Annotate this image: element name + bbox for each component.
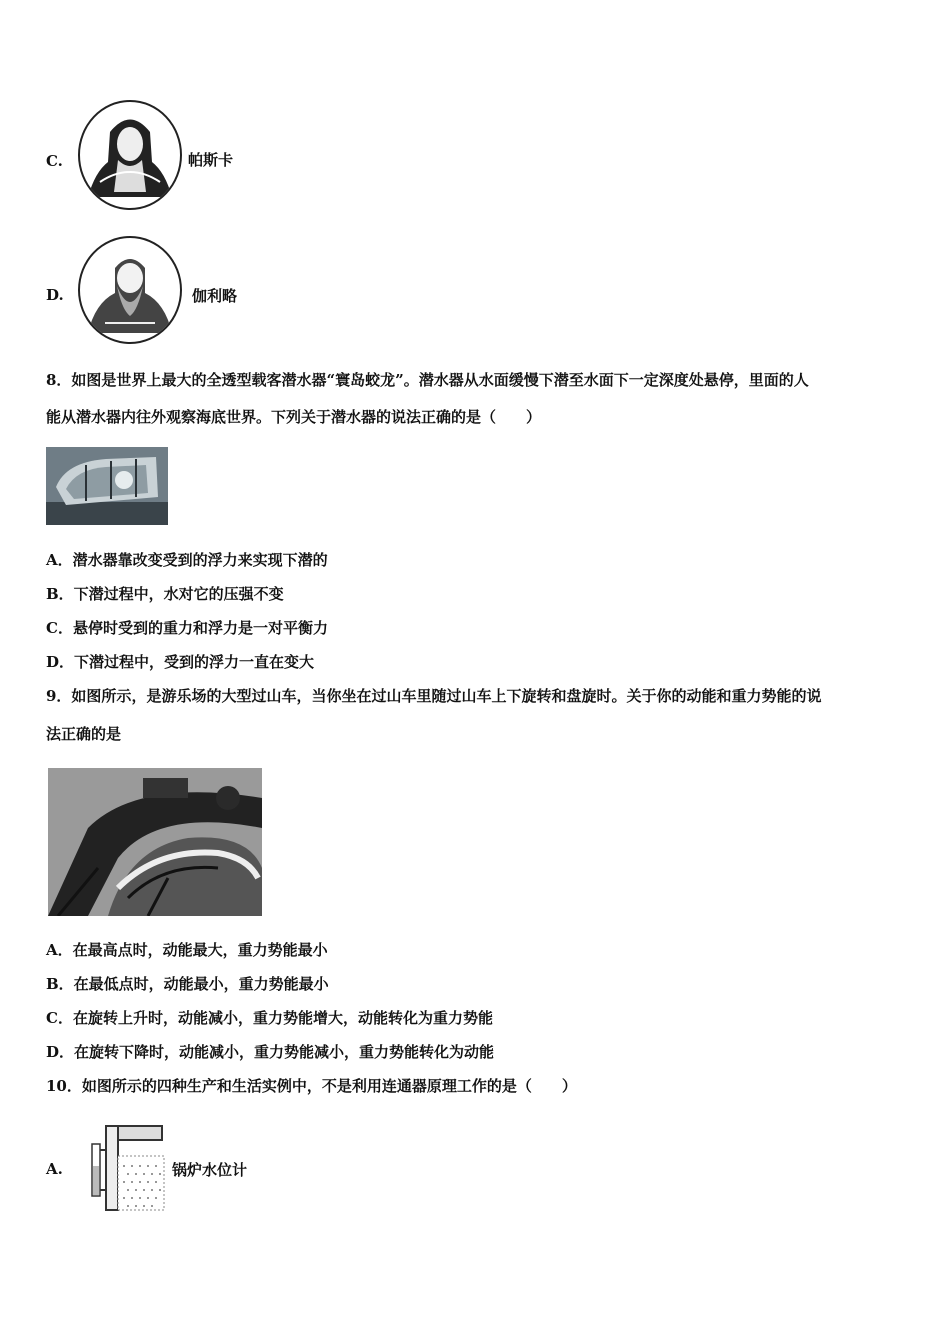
boiler-water-gauge-diagram	[84, 1116, 166, 1212]
q9-stem-line1: 9．如图所示，是游乐场的大型过山车，当你坐在过山车里随过山车上下旋转和盘旋时。关于你的动能和重力势能的说	[46, 687, 822, 705]
galileo-portrait	[78, 236, 182, 344]
q8-option-d: D．下潜过程中，受到的浮力一直在变大	[46, 653, 315, 671]
q10-option-a-label: 锅炉水位计	[172, 1161, 248, 1179]
q7-option-d-letter: D.	[46, 286, 64, 304]
q7-option-c-letter: C.	[46, 152, 63, 170]
submarine-photo	[46, 447, 168, 525]
pascal-portrait	[78, 100, 182, 210]
roller-coaster-photo	[48, 768, 262, 916]
q7-option-c-label: 帕斯卡	[188, 151, 234, 169]
q8-option-c: C．悬停时受到的重力和浮力是一对平衡力	[46, 619, 328, 637]
q9-stem-line2: 法正确的是	[46, 725, 122, 743]
q7-option-d-label: 伽利略	[192, 287, 238, 305]
q10-option-a-letter: A.	[46, 1160, 63, 1178]
q9-option-a: A．在最高点时，动能最大，重力势能最小	[46, 941, 328, 959]
q8-option-a: A．潜水器靠改变受到的浮力来实现下潜的	[46, 551, 328, 569]
q9-option-b: B．在最低点时，动能最小，重力势能最小	[46, 975, 329, 993]
q8-option-b: B．下潜过程中，水对它的压强不变	[46, 585, 284, 603]
q10-stem: 10．如图所示的四种生产和生活实例中，不是利用连通器原理工作的是（ ）	[46, 1077, 577, 1095]
q8-stem-line2: 能从潜水器内往外观察海底世界。下列关于潜水器的说法正确的是（ ）	[46, 408, 542, 426]
q9-option-c: C．在旋转上升时，动能减小，重力势能增大，动能转化为重力势能	[46, 1009, 493, 1027]
q9-option-d: D．在旋转下降时，动能减小，重力势能减小，重力势能转化为动能	[46, 1043, 495, 1061]
q8-stem-line1: 8．如图是世界上最大的全透型载客潜水器“寰岛蛟龙”。潜水器从水面缓慢下潜至水面下一定深度处悬停，里面的人	[46, 371, 809, 389]
